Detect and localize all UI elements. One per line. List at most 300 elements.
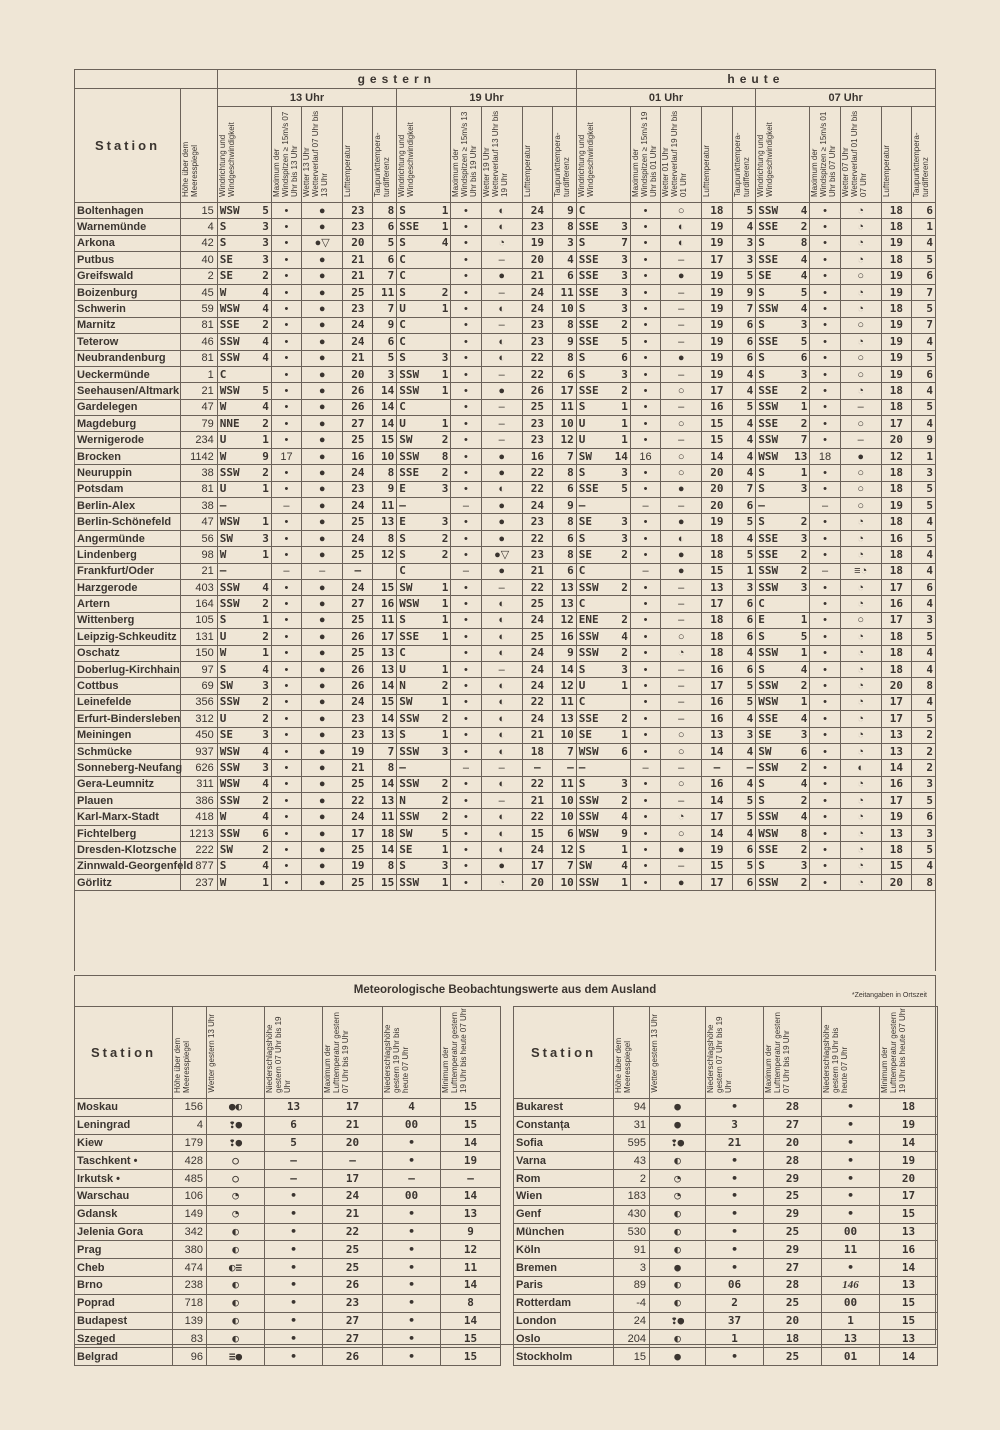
obs-19-3: ● [481, 563, 522, 579]
obs-19-2: • [451, 694, 481, 710]
foreign-value-3: • [822, 1152, 880, 1170]
obs-01-5: 5 [732, 399, 756, 415]
station-height: 450 [180, 727, 217, 743]
obs-01-0: SSE [576, 219, 613, 235]
obs-13-1: 5 [254, 383, 271, 399]
obs-01-4: 19 [702, 317, 732, 333]
obs-19-2: • [451, 399, 481, 415]
obs-13-4: 16 [343, 448, 373, 464]
station-row [75, 301, 936, 317]
station-height: 1142 [180, 448, 217, 464]
obs-19-4: 22 [522, 530, 552, 546]
obs-13-3: ● [302, 858, 343, 874]
obs-13-0: SW [217, 842, 254, 858]
foreign-value-2: 29 [764, 1205, 822, 1223]
obs-13-2: • [271, 629, 301, 645]
obs-07-5: 5 [912, 842, 936, 858]
foreign-value-0: ≡● [207, 1348, 265, 1366]
obs-13-5: 14 [373, 711, 397, 727]
obs-01-0: SSW [576, 793, 613, 809]
station-height: 21 [180, 563, 217, 579]
col-header-13-0: Windrichtung und Windgeschwindigkeit [217, 107, 271, 203]
foreign-value-4: 19 [880, 1116, 938, 1134]
obs-01-0: SSW [576, 629, 613, 645]
station-name: Artern [75, 596, 181, 612]
obs-13-0: C [217, 366, 254, 382]
obs-01-5: 6 [732, 842, 756, 858]
obs-19-0: SSW [397, 875, 434, 891]
foreign-station-name: Budapest [75, 1312, 173, 1330]
station-name: Plauen [75, 793, 181, 809]
obs-01-2: • [630, 235, 660, 251]
station-name: Schmücke [75, 743, 181, 759]
foreign-station-height: 718 [173, 1294, 207, 1312]
obs-13-0: S [217, 219, 254, 235]
col-header-19-1: Maximum der Windspitzen ≥ 15m/s 13 Uhr bis 19 Uhr [451, 107, 481, 203]
foreign-row [514, 1134, 938, 1152]
obs-07-3: ○ [840, 268, 881, 284]
obs-07-3: ◔ [840, 743, 881, 759]
foreign-header-row [514, 1007, 938, 1099]
foreign-value-2: 29 [764, 1170, 822, 1188]
foreign-value-4: 14 [441, 1134, 501, 1152]
obs-01-4: 13 [702, 727, 732, 743]
station-height: 131 [180, 629, 217, 645]
obs-01-1 [613, 498, 630, 514]
obs-07-5: 4 [912, 858, 936, 874]
station-row [75, 563, 936, 579]
obs-13-2: • [271, 743, 301, 759]
obs-07-4: 13 [881, 825, 911, 841]
obs-07-2: • [810, 235, 840, 251]
obs-19-3: ◐ [481, 825, 522, 841]
foreign-row [514, 1294, 938, 1312]
foreign-station-name: Rom [514, 1170, 614, 1188]
obs-01-0: S [576, 301, 613, 317]
station-row [75, 793, 936, 809]
foreign-col-header-0: Höhe über dem Meeresspiegel [614, 1007, 650, 1099]
col-header-07-4: Taupunkttemperaturdifferenz [912, 107, 936, 203]
obs-01-4: 17 [702, 596, 732, 612]
station-height: 234 [180, 432, 217, 448]
station-row [75, 252, 936, 268]
obs-19-1 [434, 760, 451, 776]
obs-01-2: – [630, 498, 660, 514]
obs-07-0: SSE [756, 383, 793, 399]
heute-header: heute [576, 70, 935, 89]
foreign-station-height: 428 [173, 1152, 207, 1170]
obs-01-4: 15 [702, 858, 732, 874]
obs-13-4: 26 [343, 629, 373, 645]
obs-19-5: 11 [552, 284, 576, 300]
obs-07-4: 20 [881, 875, 911, 891]
obs-13-0: WSW [217, 301, 254, 317]
foreign-row [514, 1099, 938, 1117]
obs-07-1 [793, 498, 810, 514]
foreign-station-name: Jelenia Gora [75, 1223, 173, 1241]
foreign-value-4: 19 [880, 1152, 938, 1170]
obs-07-1: 2 [793, 842, 810, 858]
station-name: Potsdam [75, 481, 181, 497]
obs-07-0: S [756, 629, 793, 645]
obs-01-1: 3 [613, 219, 630, 235]
obs-01-1: 3 [613, 530, 630, 546]
obs-01-0: SE [576, 727, 613, 743]
obs-13-0: WSW [217, 203, 254, 219]
foreign-value-0: ◔ [650, 1170, 706, 1188]
obs-19-5: 6 [552, 481, 576, 497]
obs-19-0: C [397, 399, 434, 415]
obs-01-2: – [630, 760, 660, 776]
foreign-station-height: 342 [173, 1223, 207, 1241]
obs-07-0: S [756, 317, 793, 333]
obs-13-1: 2 [254, 317, 271, 333]
obs-01-5: 5 [732, 858, 756, 874]
obs-19-3: ● [481, 448, 522, 464]
obs-07-5: 3 [912, 465, 936, 481]
obs-19-1: 3 [434, 858, 451, 874]
obs-01-1: 2 [613, 383, 630, 399]
obs-07-3: ◔ [840, 661, 881, 677]
obs-13-4: 20 [343, 366, 373, 382]
obs-01-0: C [576, 563, 613, 579]
obs-01-1: 1 [613, 678, 630, 694]
time-header-19: 19 Uhr [397, 89, 577, 107]
obs-01-5: 5 [732, 694, 756, 710]
obs-07-2: • [810, 268, 840, 284]
obs-07-2: • [810, 793, 840, 809]
foreign-station-height: 3 [614, 1259, 650, 1277]
obs-19-1: 5 [434, 825, 451, 841]
obs-13-4: 27 [343, 596, 373, 612]
obs-13-5: 12 [373, 547, 397, 563]
foreign-value-2: 27 [764, 1259, 822, 1277]
foreign-station-height: 179 [173, 1134, 207, 1152]
obs-07-0: SSW [756, 678, 793, 694]
foreign-value-1: • [706, 1152, 764, 1170]
foreign-row [514, 1330, 938, 1348]
obs-19-4: 17 [522, 858, 552, 874]
obs-07-2: • [810, 596, 840, 612]
obs-13-3: ● [302, 301, 343, 317]
obs-13-3: ● [302, 219, 343, 235]
obs-13-3: ● [302, 481, 343, 497]
obs-13-3: ● [302, 809, 343, 825]
obs-19-3: ◐ [481, 645, 522, 661]
obs-01-4: 19 [702, 284, 732, 300]
obs-07-3: ● [840, 448, 881, 464]
obs-01-5: 4 [732, 776, 756, 792]
station-name: Arkona [75, 235, 181, 251]
obs-01-5: 6 [732, 350, 756, 366]
obs-07-0: WSW [756, 694, 793, 710]
obs-13-3: ● [302, 596, 343, 612]
obs-07-4: 17 [881, 612, 911, 628]
obs-13-3: ● [302, 645, 343, 661]
obs-07-0: S [756, 284, 793, 300]
obs-19-3: ◐ [481, 612, 522, 628]
obs-19-3: ◐ [481, 694, 522, 710]
obs-07-1 [793, 596, 810, 612]
obs-13-1: 5 [254, 203, 271, 219]
obs-13-1: 4 [254, 579, 271, 595]
station-row [75, 350, 936, 366]
obs-01-3: – [661, 432, 702, 448]
foreign-row [75, 1116, 501, 1134]
obs-01-4: 19 [702, 301, 732, 317]
obs-19-3: ● [481, 498, 522, 514]
foreign-station-height: 485 [173, 1170, 207, 1188]
obs-13-0: SE [217, 727, 254, 743]
obs-01-4: 20 [702, 465, 732, 481]
foreign-value-1: • [706, 1170, 764, 1188]
obs-01-3: – [661, 596, 702, 612]
station-name: Leipzig-Schkeuditz [75, 629, 181, 645]
obs-19-5: 9 [552, 334, 576, 350]
obs-13-1: 3 [254, 678, 271, 694]
obs-19-2: • [451, 448, 481, 464]
obs-19-2: • [451, 612, 481, 628]
obs-19-1: 2 [434, 711, 451, 727]
foreign-value-1: • [265, 1259, 323, 1277]
obs-13-4: 23 [343, 727, 373, 743]
obs-19-4: 24 [522, 203, 552, 219]
foreign-value-3: • [822, 1187, 880, 1205]
foreign-value-3: • [383, 1152, 441, 1170]
obs-19-4: 26 [522, 383, 552, 399]
foreign-station-name: Gdansk [75, 1205, 173, 1223]
obs-13-3: ● [302, 498, 343, 514]
obs-19-5: 11 [552, 399, 576, 415]
obs-01-0: SSE [576, 481, 613, 497]
obs-13-4: 25 [343, 776, 373, 792]
obs-13-1: 1 [254, 432, 271, 448]
foreign-value-2: 23 [323, 1294, 383, 1312]
obs-01-0: SSW [576, 645, 613, 661]
obs-19-0: SSW [397, 383, 434, 399]
station-name: Boltenhagen [75, 203, 181, 219]
obs-19-2: • [451, 825, 481, 841]
foreign-value-2: 26 [323, 1276, 383, 1294]
obs-01-3: – [661, 334, 702, 350]
obs-13-0: S [217, 661, 254, 677]
foreign-row [514, 1259, 938, 1277]
obs-01-0: S [576, 399, 613, 415]
obs-19-5: 6 [552, 563, 576, 579]
foreign-col-header-2: Niederschlagshöhe gestern 07 Uhr bis 19 Uhr [265, 1007, 323, 1099]
obs-07-4: 18 [881, 252, 911, 268]
obs-19-5: 17 [552, 383, 576, 399]
obs-01-3: ○ [661, 629, 702, 645]
obs-19-0: U [397, 661, 434, 677]
obs-01-4: 14 [702, 448, 732, 464]
foreign-value-4: 15 [880, 1294, 938, 1312]
obs-19-2: • [451, 383, 481, 399]
obs-19-1: 8 [434, 448, 451, 464]
obs-13-5: 9 [373, 481, 397, 497]
obs-07-3: ◔ [840, 514, 881, 530]
obs-07-4: 18 [881, 481, 911, 497]
station-height: 222 [180, 842, 217, 858]
foreign-row [75, 1330, 501, 1348]
obs-07-3: ◔ [840, 678, 881, 694]
obs-07-2: • [810, 399, 840, 415]
obs-07-3: ○ [840, 317, 881, 333]
obs-13-2: • [271, 317, 301, 333]
foreign-value-0: ◐ [207, 1330, 265, 1348]
obs-19-3: ● [481, 530, 522, 546]
foreign-value-2: 21 [323, 1205, 383, 1223]
obs-07-0: WSW [756, 448, 793, 464]
foreign-value-4: 19 [441, 1152, 501, 1170]
foreign-value-4: 13 [880, 1223, 938, 1241]
obs-01-2: • [630, 858, 660, 874]
foreign-station-name: Genf [514, 1205, 614, 1223]
obs-01-2: • [630, 252, 660, 268]
foreign-value-0: ◐ [207, 1276, 265, 1294]
obs-07-1: 3 [793, 481, 810, 497]
obs-19-2: • [451, 776, 481, 792]
obs-07-5: 3 [912, 612, 936, 628]
obs-07-1: 4 [793, 661, 810, 677]
obs-19-0: S [397, 530, 434, 546]
obs-07-0: SSE [756, 547, 793, 563]
col-header-19-0: Windrichtung und Windgeschwindigkeit [397, 107, 451, 203]
foreign-value-3: • [383, 1348, 441, 1366]
height-header: Höhe über dem Meeresspiegel [180, 89, 217, 203]
obs-19-2: • [451, 235, 481, 251]
obs-07-0: SSW [756, 645, 793, 661]
obs-01-1: 3 [613, 776, 630, 792]
obs-19-1: 1 [434, 842, 451, 858]
obs-07-1: 2 [793, 547, 810, 563]
obs-19-2: • [451, 727, 481, 743]
obs-13-5: 8 [373, 203, 397, 219]
station-height: 403 [180, 579, 217, 595]
foreign-station-name: Oslo [514, 1330, 614, 1348]
obs-01-0: SSW [576, 579, 613, 595]
obs-01-1: 2 [613, 317, 630, 333]
foreign-value-4: 18 [880, 1099, 938, 1117]
obs-19-3: ◔ [481, 235, 522, 251]
obs-01-3: ● [661, 350, 702, 366]
obs-19-5: 6 [552, 825, 576, 841]
obs-13-5: 6 [373, 219, 397, 235]
obs-19-4: 21 [522, 727, 552, 743]
station-name: Doberlug-Kirchhain [75, 661, 181, 677]
obs-07-4: 18 [881, 383, 911, 399]
time-header-07: 07 Uhr [756, 89, 936, 107]
foreign-value-1: 5 [265, 1134, 323, 1152]
obs-07-1: 2 [793, 678, 810, 694]
obs-19-0: – [397, 498, 434, 514]
foreign-station-height: 31 [614, 1116, 650, 1134]
obs-01-1: 1 [613, 875, 630, 891]
obs-13-3: ● [302, 875, 343, 891]
obs-19-0: SSW [397, 448, 434, 464]
foreign-value-0: ◔ [207, 1187, 265, 1205]
foreign-value-3: 01 [822, 1348, 880, 1366]
station-name: Seehausen/Altmark [75, 383, 181, 399]
obs-01-2: • [630, 399, 660, 415]
obs-19-1 [434, 334, 451, 350]
col-header-07-3: Lufttemperatur [881, 107, 911, 203]
obs-13-4: 17 [343, 825, 373, 841]
obs-19-1: 2 [434, 678, 451, 694]
obs-01-4: 19 [702, 235, 732, 251]
foreign-value-4: – [441, 1170, 501, 1188]
obs-07-1: 4 [793, 301, 810, 317]
obs-13-4: 24 [343, 498, 373, 514]
obs-07-3: – [840, 432, 881, 448]
foreign-value-3: • [822, 1134, 880, 1152]
obs-01-2: • [630, 743, 660, 759]
station-name: Sonneberg-Neufang [75, 760, 181, 776]
obs-01-0: S [576, 366, 613, 382]
obs-07-4: 19 [881, 268, 911, 284]
obs-01-1: 1 [613, 727, 630, 743]
obs-19-4: 23 [522, 317, 552, 333]
foreign-value-3: • [383, 1134, 441, 1152]
obs-07-0: SSW [756, 760, 793, 776]
obs-07-1: 4 [793, 252, 810, 268]
obs-01-4: 19 [702, 842, 732, 858]
station-height: 237 [180, 875, 217, 891]
foreign-value-1: • [706, 1099, 764, 1117]
obs-01-5: 6 [732, 498, 756, 514]
obs-01-4: 14 [702, 825, 732, 841]
station-name: Lindenberg [75, 547, 181, 563]
station-name: Teterow [75, 334, 181, 350]
obs-19-2: • [451, 793, 481, 809]
foreign-value-1: 3 [706, 1116, 764, 1134]
obs-19-4: 22 [522, 465, 552, 481]
obs-07-1: 3 [793, 727, 810, 743]
foreign-value-1: • [265, 1205, 323, 1223]
obs-19-4: 22 [522, 350, 552, 366]
obs-01-3: ○ [661, 203, 702, 219]
obs-07-5: 5 [912, 530, 936, 546]
obs-07-3: ○ [840, 481, 881, 497]
obs-13-1: 9 [254, 448, 271, 464]
foreign-value-0: ❢● [650, 1134, 706, 1152]
obs-07-2: • [810, 743, 840, 759]
obs-13-2: • [271, 694, 301, 710]
obs-07-4: 19 [881, 334, 911, 350]
foreign-station-height: 156 [173, 1099, 207, 1117]
obs-01-4: 15 [702, 416, 732, 432]
foreign-station-height: 183 [614, 1187, 650, 1205]
obs-13-5: 6 [373, 252, 397, 268]
obs-13-4: 26 [343, 678, 373, 694]
obs-07-3: ◔ [840, 809, 881, 825]
foreign-station-height: 83 [173, 1330, 207, 1348]
obs-07-4: 18 [881, 547, 911, 563]
obs-19-3: ◐ [481, 776, 522, 792]
foreign-value-3: • [822, 1205, 880, 1223]
obs-07-5: 4 [912, 596, 936, 612]
obs-07-5: 5 [912, 350, 936, 366]
foreign-value-1: • [706, 1205, 764, 1223]
foreign-value-1: • [265, 1312, 323, 1330]
obs-07-5: 6 [912, 579, 936, 595]
obs-01-5: 4 [732, 416, 756, 432]
foreign-value-2: 24 [323, 1187, 383, 1205]
obs-07-3: ◔ [840, 694, 881, 710]
obs-01-0: WSW [576, 825, 613, 841]
obs-01-5: 1 [732, 563, 756, 579]
obs-13-0: W [217, 809, 254, 825]
